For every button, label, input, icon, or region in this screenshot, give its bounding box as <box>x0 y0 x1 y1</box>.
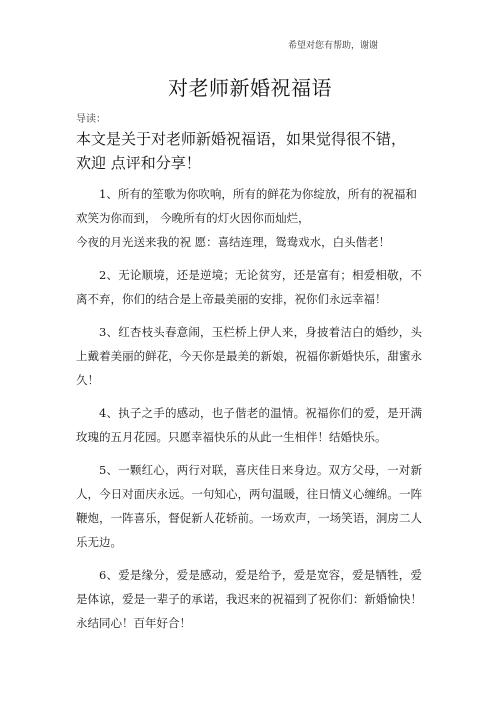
paragraph-4: 4、执子之手的感动，也子偕老的温情。祝福你们的爱，是开满玫瑰的五月花园。只愿幸福快乐的从此一生相伴！结婚快乐。 <box>76 406 422 444</box>
header-note: 希望对您有帮助，谢谢 <box>287 41 378 51</box>
paragraph-1 <box>76 182 422 254</box>
paragraph-5: 5、一颗红心，两行对联，喜庆佳日来身边。双方父母，一对新人，今日对面庆永远。一句知心，两句温暖，往日情义心缠绵。一阵鞭炮，一阵喜乐，督促新人花轿前。一场欢声，一场笑语，洞房二人乐无边。 <box>76 463 422 549</box>
paragraph-3: 3、红杏枝头春意闹，玉栏桥上伊人来，身披着洁白的婚纱，头上戴着美丽的鲜花，今天你是最美的新娘，祝福你新婚快乐，甜蜜永久！ <box>76 325 422 387</box>
paragraph-1-line-1: 1、所有的笙歌为你吹响，所有的鲜花为你绽放，所有的祝福和 <box>99 187 417 201</box>
paragraph-6: 6、爱是缘分，爱是感动，爱是给予，爱是宽容，爱是牺牲，爱是体谅，爱是一辈子的承诺，我迟来的祝福到了祝你们：新婚愉快！永结同心！百年好合！ <box>76 568 422 630</box>
paragraph-1-line-3: 今夜的月光送来我的祝 愿：喜结连理，鸳鸯戏水，白头偕老！ <box>76 235 391 249</box>
intro-text: 本文是关于对老师新婚祝福语，如果觉得很不错，欢迎 点评和分享！ <box>76 130 407 172</box>
guide-label: 导读： <box>76 114 106 125</box>
document-body <box>76 182 422 644</box>
page-title: 对老师新婚祝福语 <box>168 76 332 100</box>
paragraph-2: 2、无论顺境，还是逆境；无论贫穷，还是富有；相爱相敬，不离不弃，你们的结合是上帝最美丽的安排，祝你们永远幸福！ <box>76 268 422 306</box>
paragraph-1-line-2: 欢笑为你而到， 今晚所有的灯火因你而灿烂， <box>76 211 310 225</box>
